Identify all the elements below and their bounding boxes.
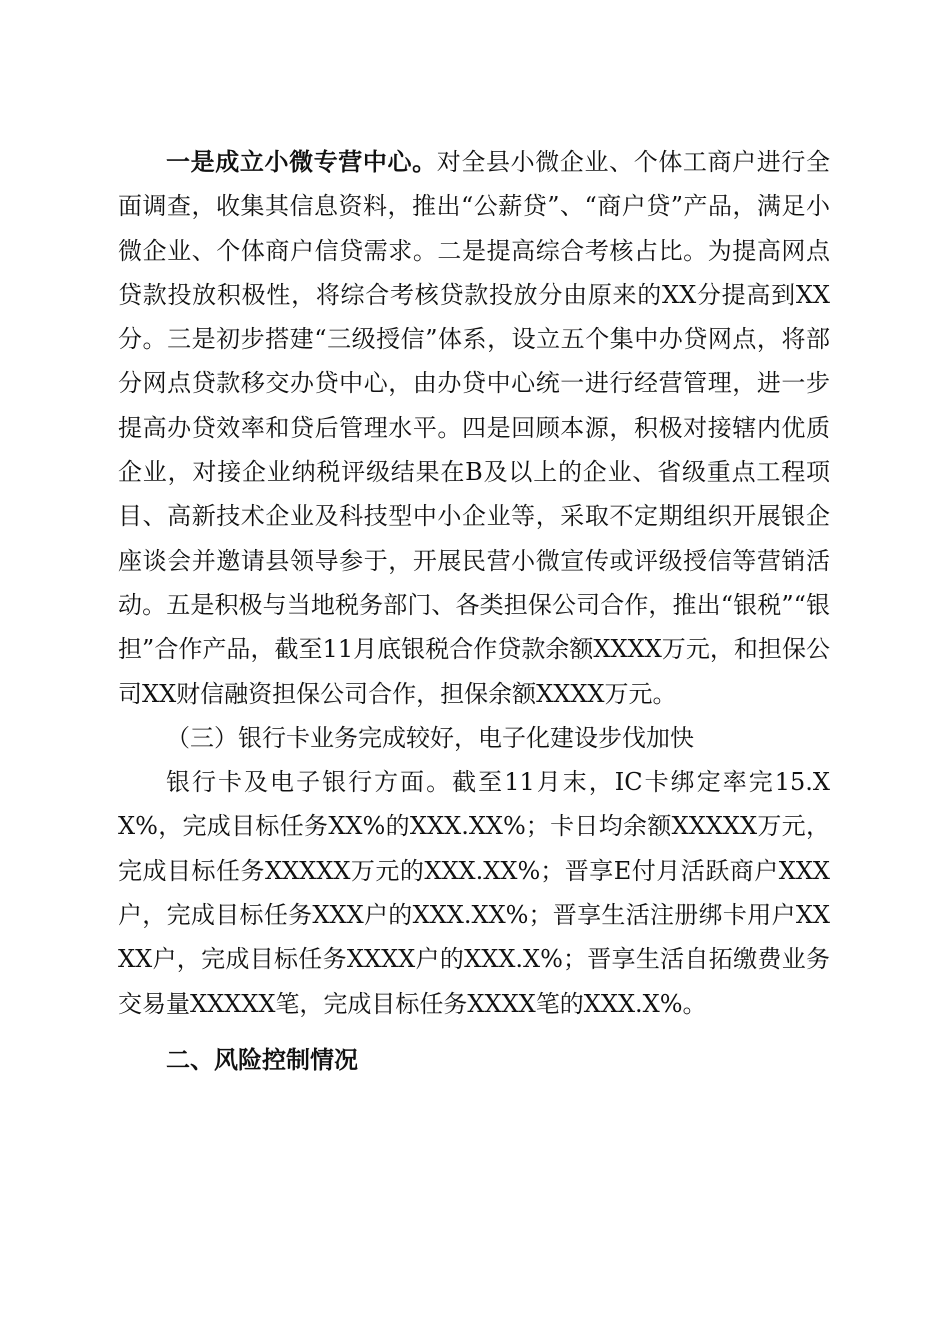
paragraph-small-micro-center <box>118 140 830 716</box>
subheading-bank-card: （三）银行卡业务完成较好，电子化建设步伐加快 <box>166 723 694 752</box>
paragraph-body-text: 对全县小微企业、个体工商户进行全面调查，收集其信息资料，推出“公薪贷”、“商户贷”产品，满足小微企业、个体商户信贷需求。二是提高综合考核占比。为提高网点贷款投放积极性，将综合考核贷款投放分由原来的XX分提高到XX分。三是初步搭建“三级授信”体系，设立五个集中办贷网点，将部分网点贷款移交办贷中心，由办贷中心统一进行经营管理，进一步提高办贷效率和贷后管理水平。四是回顾本源，积极对接辖内优质企业，对接企业纳税评级结果在B及以上的企业、省级重点工程项目、高新技术企业及科技型中小企业等，采取不定期组织开展银企座谈会并邀请县领导参于，开展民营小微宣传或评级授信等营销活动。五是积极与当地税务部门、各类担保公司合作，推出“银税”“银担”合作产品，截至11月底银税合作贷款余额XXXX万元，和担保公司XX财信融资担保公司合作，担保余额XXXX万元。 <box>118 148 831 708</box>
paragraph-bank-card-ebank: 银行卡及电子银行方面。截至11月末，IC卡绑定率完15.XX%，完成目标任务XX%的XXX.XX%；卡日均余额XXXXX万元，完成目标任务XXXXX万元的XXX.XX%；晋享E付月活跃商户XXX户，完成目标任务XXX户的XXX.XX%；晋享生活注册绑卡用户XXXX户，完成目标任务XXXX户的XXX.X%；晋享生活自拓缴费业务交易量XXXXX笔，完成目标任务XXXX笔的XXX.X%。 <box>118 768 830 1018</box>
section-heading-risk-control: 二、风险控制情况 <box>166 1045 358 1074</box>
document-body <box>118 140 830 1082</box>
paragraph-lead-bold: 一是成立小微专营中心。 <box>166 147 437 176</box>
